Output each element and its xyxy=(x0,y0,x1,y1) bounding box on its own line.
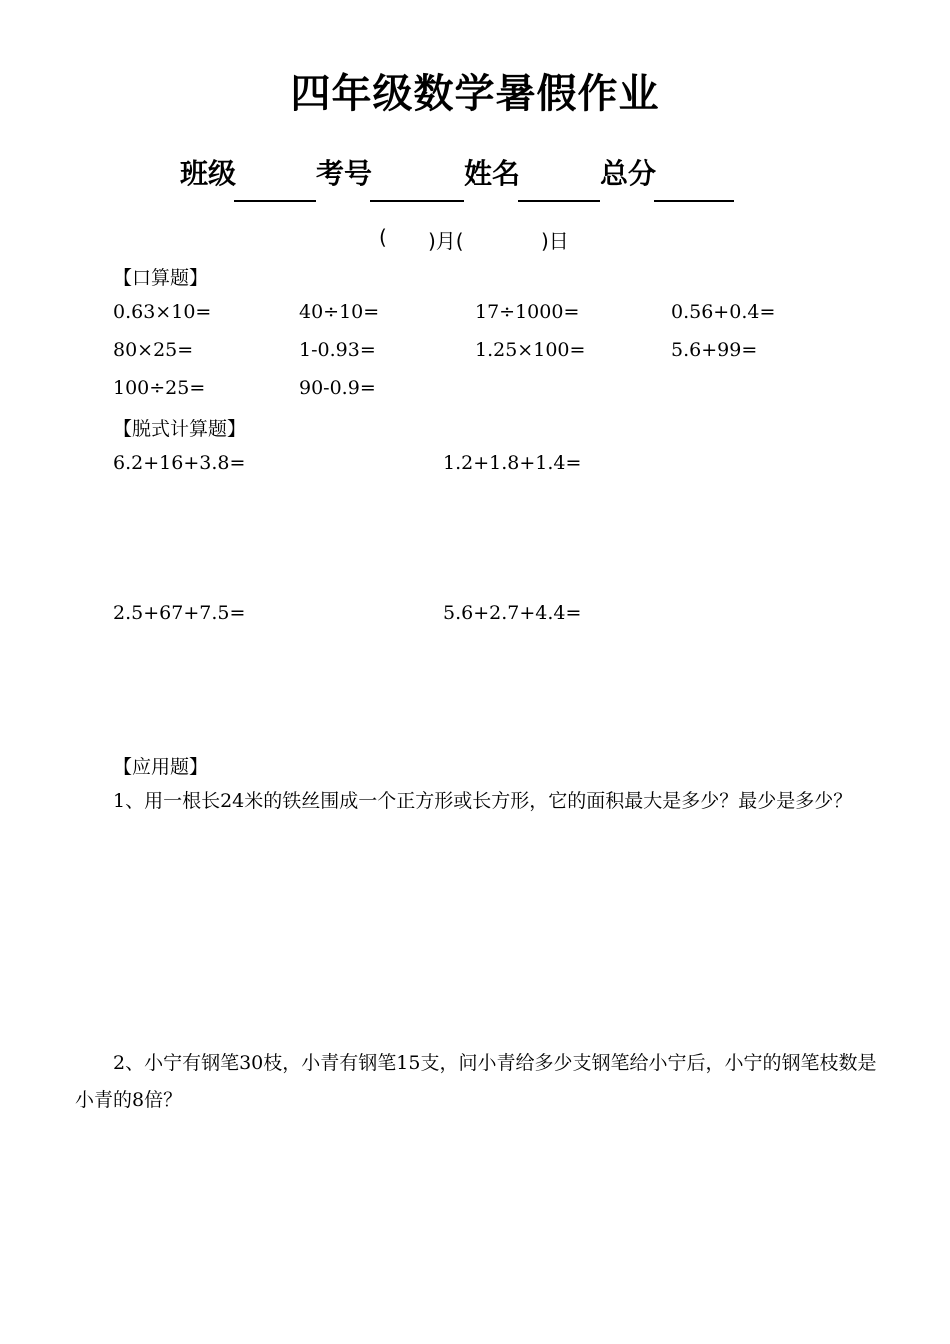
name-field[interactable] xyxy=(518,200,600,202)
date-open-paren: ( xyxy=(379,225,387,249)
name-label: 姓名 xyxy=(464,157,521,190)
oral-heading: 【口算题】 xyxy=(113,267,209,289)
score-label: 总分 xyxy=(600,157,657,190)
exam-number-label: 考号 xyxy=(316,157,373,190)
oral-item: 0.63×10= xyxy=(113,301,212,323)
score-field[interactable] xyxy=(654,200,734,202)
step-item: 2.5+67+7.5= xyxy=(113,602,246,624)
application-heading: 【应用题】 xyxy=(113,756,209,778)
date-month: )月( xyxy=(428,229,464,253)
class-field[interactable] xyxy=(234,200,316,202)
oral-item: 40÷10= xyxy=(299,301,380,323)
oral-item: 1-0.93= xyxy=(299,339,376,361)
page-title: 四年级数学暑假作业 xyxy=(290,71,660,117)
exam-number-field[interactable] xyxy=(370,200,464,202)
oral-item: 90-0.9= xyxy=(299,377,376,399)
oral-item: 5.6+99= xyxy=(671,339,758,361)
oral-item: 17÷1000= xyxy=(475,301,580,323)
application-question-2: 2、小宁有钢笔30枝，小青有钢笔15支，问小青给多少支钢笔给小宁后，小宁的钢笔枝数是小青的8倍？ xyxy=(75,1052,877,1111)
oral-item: 100÷25= xyxy=(113,377,206,399)
step-item: 1.2+1.8+1.4= xyxy=(443,452,582,474)
class-label: 班级 xyxy=(180,157,237,190)
oral-item: 0.56+0.4= xyxy=(671,301,776,323)
application-question-1: 1、用一根长24米的铁丝围成一个正方形或长方形，它的面积最大是多少？最少是多少？ xyxy=(113,790,853,812)
oral-item: 80×25= xyxy=(113,339,194,361)
step-item: 5.6+2.7+4.4= xyxy=(443,602,582,624)
step-item: 6.2+16+3.8= xyxy=(113,452,246,474)
step-heading: 【脱式计算题】 xyxy=(113,418,247,440)
date-day: )日 xyxy=(541,229,569,253)
oral-item: 1.25×100= xyxy=(475,339,586,361)
